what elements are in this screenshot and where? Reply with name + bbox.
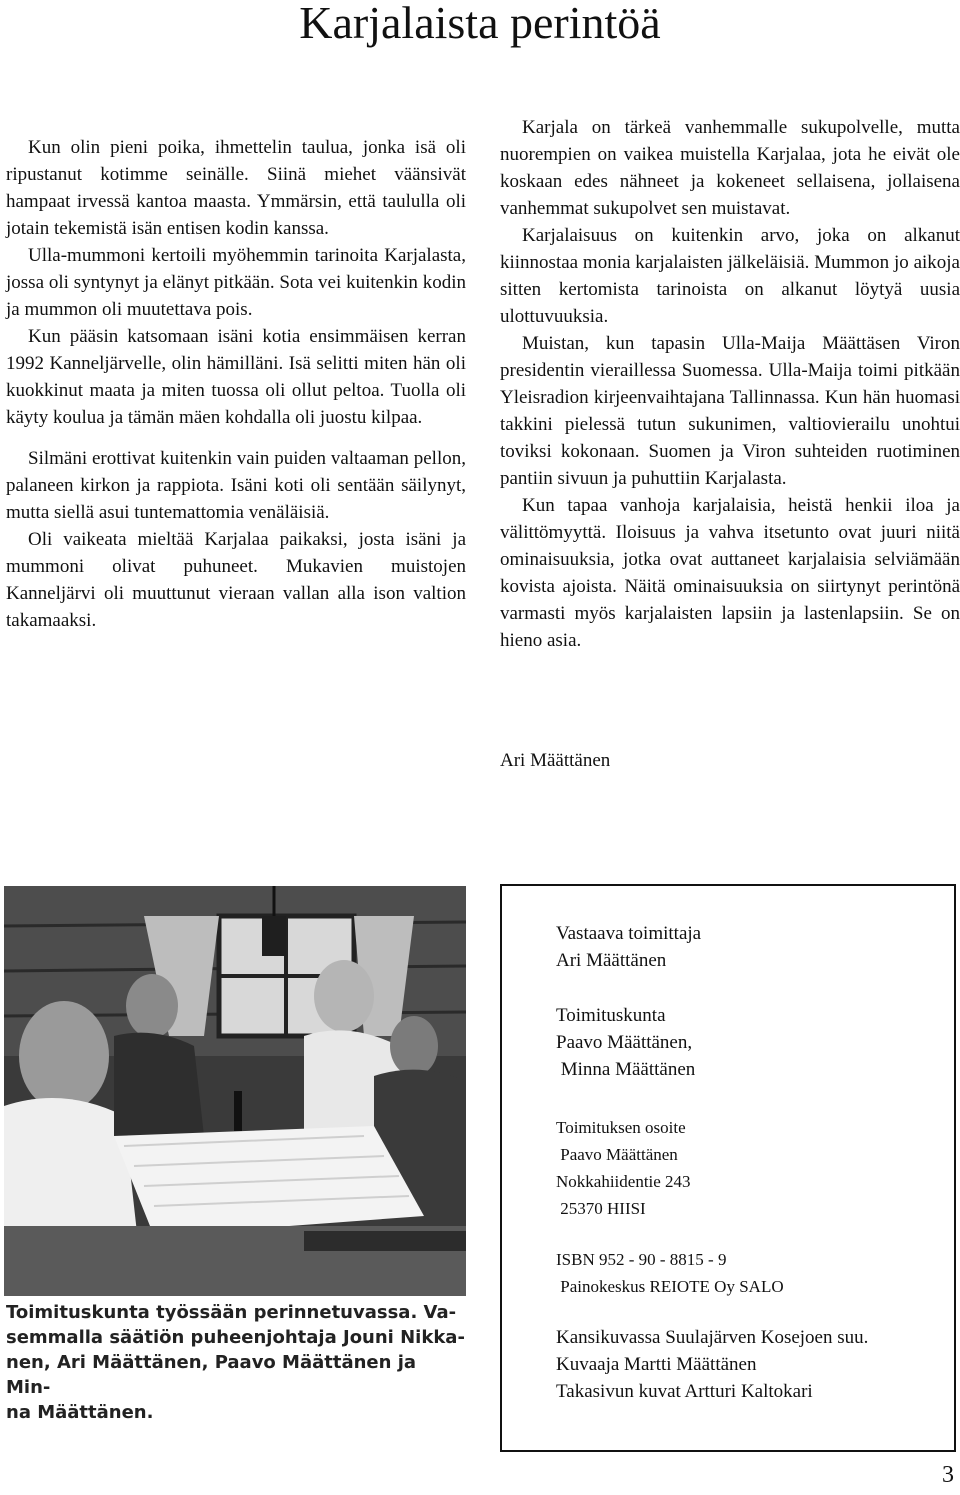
publication-block — [556, 1246, 784, 1300]
isbn: ISBN 952 - 90 - 8815 - 9 — [556, 1250, 727, 1269]
editor-name: Ari Määttänen — [556, 950, 667, 971]
editorial-team-photo — [4, 886, 466, 1296]
paragraph: Silmäni erottivat kuitenkin vain puiden valtaaman pellon, palaneen kirkon ja rappiota. Isäni koti oli sentään säilynyt, mutta siellä asui tuntemattomia venäläisiä. — [6, 448, 466, 523]
board-label: Toimituskunta — [556, 1005, 666, 1026]
right-column — [500, 114, 960, 654]
back-photos-credit: Takasivun kuvat Artturi Kaltokari — [556, 1381, 813, 1402]
masthead-info-box — [500, 884, 956, 1452]
address-block — [556, 1114, 691, 1222]
credits-block — [556, 1324, 868, 1405]
photo-illustration — [4, 886, 466, 1296]
caption-line: nen, Ari Määttänen, Paavo Määttänen ja Min- — [6, 1352, 417, 1398]
paragraph: Karjalaisuus on kuitenkin arvo, joka on alkanut kiinnostaa monia karjalaisten jälkeläisiä. Mummon jo aikoja sitten kertomista tarinoista on alkanut löytyä uusia ulottuvuuksia. — [500, 225, 960, 327]
paragraph: Ulla-mummoni kertoili myöhemmin tarinoita Karjalasta, jossa oli syntynyt ja elänyt pitkään. Sota vei kuitenkin kodin ja mummon oli muutettava pois. — [6, 245, 466, 320]
editor-label: Vastaava toimittaja — [556, 923, 702, 944]
caption-line: semmalla säätiön puheenjohtaja Jouni Nikka- — [6, 1327, 465, 1348]
caption-line: Toimituskunta työssään perinnetuvassa. Va- — [6, 1302, 457, 1323]
caption-line: na Määttänen. — [6, 1402, 154, 1423]
paragraph: Kun pääsin katsomaan isäni kotia ensimmäisen kerran 1992 Kanneljärvelle, olin hämilläni. Isä selitti miten hän oli kuokkinut maata ja miten tuossa oli ollut peltoa. Tuolla oli käyty koulua ja tämän mäen kohdalla oli juostu kilpaa. — [6, 326, 466, 428]
paragraph: Oli vaikeata mieltää Karjalaa paikaksi, josta isäni ja mummoni olivat puhuneet. Mukavien muistojen Kanneljärvi oli muuttunut vieraan vallan alla ison valtion takamaaksi. — [6, 529, 466, 631]
address-postal: 25370 HIISI — [556, 1199, 646, 1218]
cover-credit: Kansikuvassa Suulajärven Kosejoen suu. — [556, 1327, 869, 1348]
editorial-board-block — [556, 1002, 695, 1083]
paragraph: Karjala on tärkeä vanhemmalle sukupolvelle, mutta nuorempien on vaikea muistella Karjalaa, jota he eivät ole koskaan edes nähneet ja kokeneet sellaisena, jollaisena vanhemmat sukupolvet sen muistavat. — [500, 117, 960, 219]
photo-caption — [6, 1300, 466, 1425]
paragraph: Kun tapaa vanhoja karjalaisia, heistä henkii iloa ja välittömyyttä. Iloisuus ja vahva itsetunto ovat juuri niitä ominaisuuksia, jotka ovat auttaneet karjalaisia selviämään kovista ajoista. Näitä ominaisuuksia on siirtynyt perintönä varmasti myös karjalaisten lapsiin ja lastenlapsiin. Se on hieno asia. — [500, 495, 960, 651]
paragraph: Muistan, kun tapasin Ulla-Maija Määttäsen Viron presidentin vieraillessa Suomessa. Ulla-Maija toimi pitkään Yleisradion kirjeenvaihtajana Tallinnassa. Kun hän huomasi takkini pielessä tutun sukunimen, valtiovierailu unohtui toviksi kokonaan. Suomen ja Viron suhteiden ruotiminen pantiin sivuun ja puhuttiin Karjalasta. — [500, 333, 960, 489]
editor-block — [556, 920, 701, 974]
page-number: 3 — [942, 1462, 954, 1488]
address-name: Paavo Määttänen — [556, 1145, 678, 1164]
page-title: Karjalaista perintöä — [299, 0, 661, 48]
photographer-credit: Kuvaaja Martti Määttänen — [556, 1354, 757, 1375]
paragraph: Kun olin pieni poika, ihmettelin taulua, jonka isä oli ripustanut kotimme seinälle. Siinä miehet väänsivät hampaat irvessä kantoa maasta. Ymmärsin, että taululla oli jotain tekemistä isän entisen kodin kanssa. — [6, 137, 466, 239]
board-member: Minna Määttänen — [556, 1059, 696, 1080]
author-signature: Ari Määttänen — [500, 750, 611, 771]
address-street: Nokkahiidentie 243 — [556, 1172, 691, 1191]
board-member: Paavo Määttänen, — [556, 1032, 693, 1053]
left-column — [6, 134, 466, 634]
printer: Painokeskus REIOTE Oy SALO — [556, 1277, 784, 1296]
address-label: Toimituksen osoite — [556, 1118, 686, 1137]
